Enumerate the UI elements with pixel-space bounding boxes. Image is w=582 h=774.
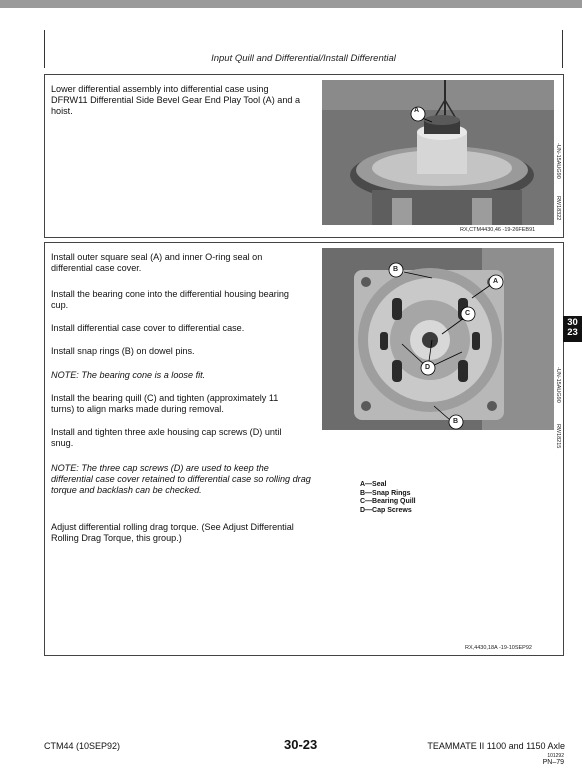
callout-d-label: D (425, 364, 431, 371)
step-2-para-2: Install the bearing cone into the differential housing bearing cup. (51, 289, 289, 310)
step-2-para-4: Install snap rings (B) on dowel pins. (51, 346, 195, 356)
step-2-para-3: Install differential case cover to differential case. (51, 323, 245, 333)
step-2-para-6: Install and tighten three axle housing cap screws (D) until snug. (51, 427, 282, 448)
section-tab (563, 316, 582, 342)
section-title: Input Quill and Differential/Install Differential (211, 53, 396, 64)
section-tab-line-1: 30 (567, 317, 578, 328)
figure-legend (360, 481, 416, 515)
legend-item-seal: A—Seal (360, 481, 387, 488)
step-1-text: Lower differential assembly into differential case using DFRW11 Differential Side Bevel Gear End Play Tool (A) and a hoist. (51, 84, 301, 116)
callout-b-label-bottom: B (453, 418, 459, 425)
legend-item-bearing-quill: C—Bearing Quill (360, 498, 416, 506)
section-tab-line-2: 23 (567, 327, 578, 338)
step-2-para-7: Adjust differential rolling drag torque. (See Adjust Differential Rolling Drag Torque, this group.) (51, 522, 294, 543)
footer-date-code: 101292 (547, 753, 564, 759)
step-2-para-5: Install the bearing quill (C) and tighten (approximately 11 turns) to align marks made during removal. (51, 393, 279, 414)
callout-c-label: C (465, 310, 471, 317)
step-1-side-code: -UN-15AUG90 (555, 143, 561, 179)
top-rule (0, 0, 582, 8)
footer-page-number: 30-23 (284, 737, 318, 752)
legend-item-cap-screws: D—Cap Screws (360, 506, 412, 514)
step-2-para-1: Install outer square seal (A) and inner O-ring seal on differential case cover. (51, 252, 263, 273)
callout-a-label: A (414, 107, 420, 114)
step-2-ref: RX,4430,18A -19-10SEP92 (465, 645, 532, 651)
step-2-side-code: -UN-15AUG90 (555, 367, 561, 403)
differential-hoist-photo (322, 80, 554, 225)
footer-product-name: TEAMMATE II 1100 and 1150 Axle (427, 741, 565, 751)
legend-item-snap-rings: B—Snap Rings (360, 489, 411, 497)
step-2-side-code-2: RW18215 (555, 424, 561, 449)
step-1-side-code-2: RW18322 (555, 196, 561, 221)
differential-cover-photo (322, 248, 554, 430)
footer-manual-id: CTM44 (10SEP92) (44, 741, 121, 751)
step-2-note-2: NOTE: The three cap screws (D) are used to keep the differential case cover retained to differential case so rolling drag torque and backlash can be checked. (51, 463, 311, 495)
step-2-note-1: NOTE: The bearing cone is a loose fit. (51, 370, 206, 380)
callout-a-label-2: A (493, 278, 499, 285)
step-1-ref: RX,CTM4430,46 -19-26FEB91 (460, 227, 536, 233)
callout-b-label-top: B (393, 266, 399, 273)
footer-pn: PN–79 (542, 759, 564, 766)
